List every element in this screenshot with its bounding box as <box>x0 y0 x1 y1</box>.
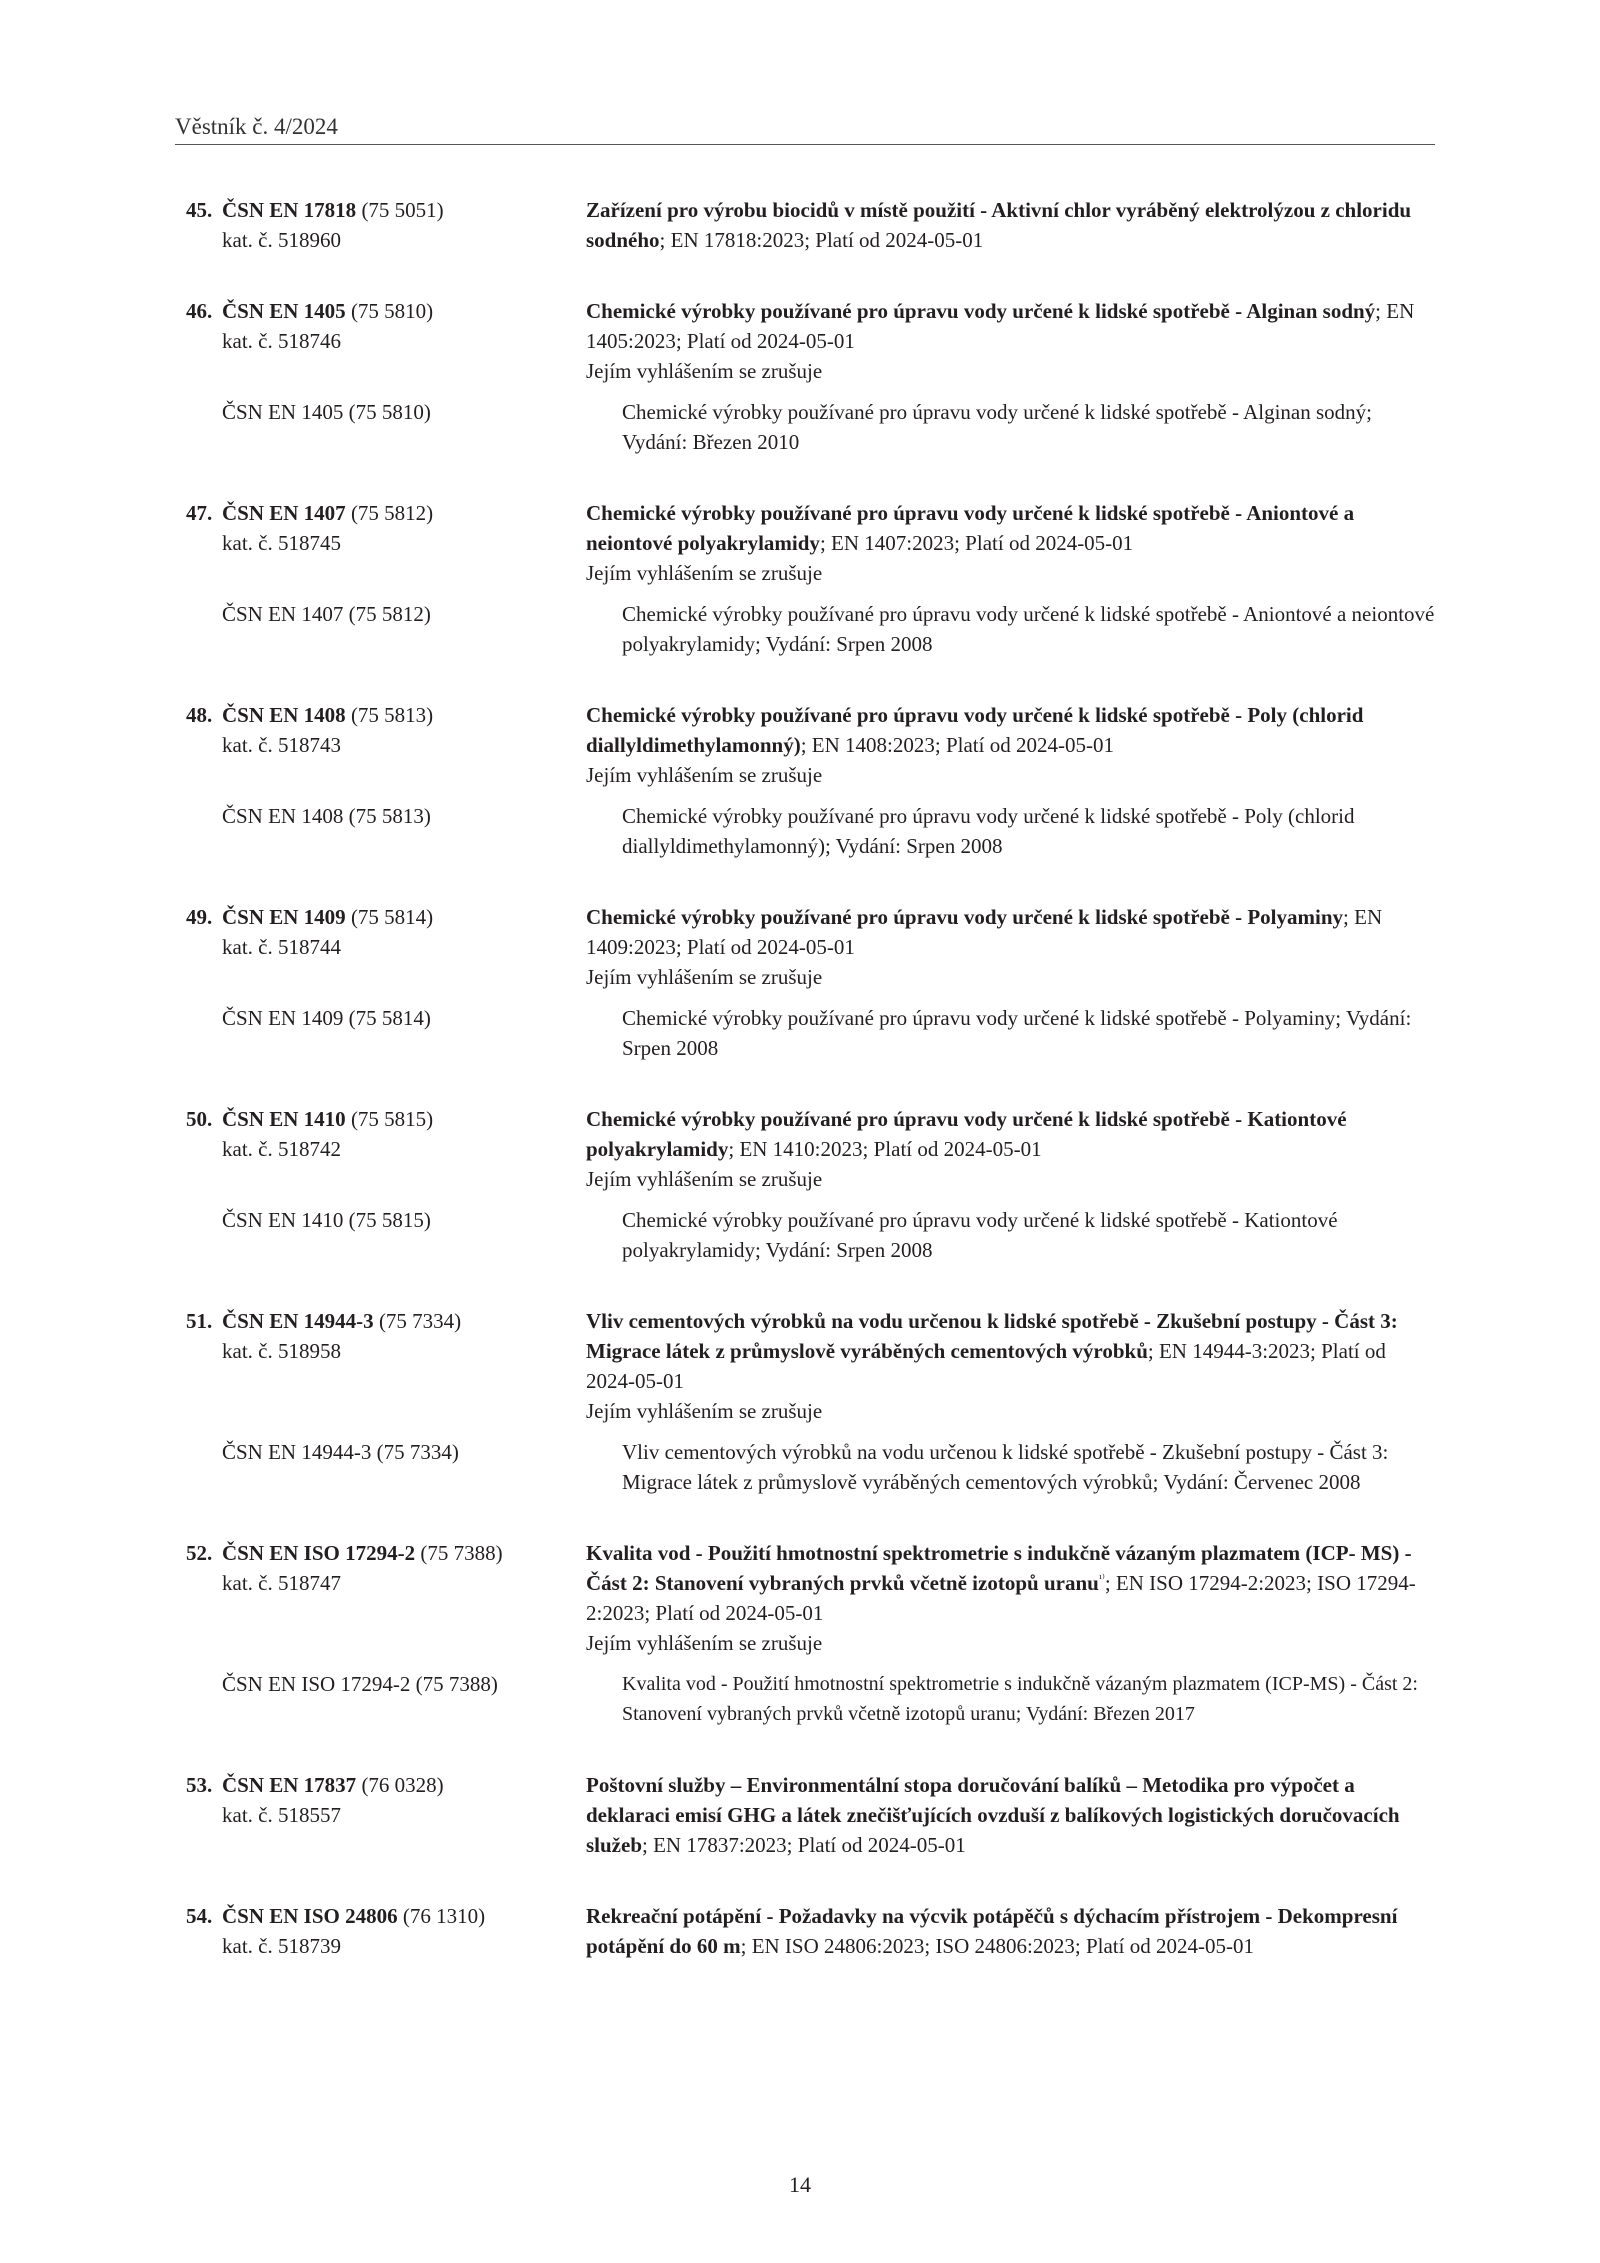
cancellation-note: Jejím vyhlášením se zrušuje <box>586 1399 823 1423</box>
classification-number: (75 7388) <box>415 1541 503 1565</box>
entry-identifier <box>186 296 586 386</box>
replaced-standard-code: ČSN EN 1410 (75 5815) <box>222 1208 431 1232</box>
standard-entry <box>186 1306 1436 1497</box>
entry-main-row <box>186 1901 1436 1961</box>
classification-number: (76 1310) <box>397 1904 486 1928</box>
entry-identifier <box>186 1770 586 1860</box>
replaced-standard-title: Kvalita vod - Použití hmotnostní spektrometrie s indukčně vázaným plazmatem (ICP-MS) - Část 2: Stanovení vybraných prvků včetně izotopů uranu; Vydání: Březen 2017 <box>622 1673 1418 1725</box>
page-header: Věstník č. 4/2024 <box>175 112 1435 145</box>
catalog-number: kat. č. 518747 <box>222 1571 341 1595</box>
classification-number: (76 0328) <box>356 1773 444 1797</box>
catalog-number: kat. č. 518744 <box>222 935 341 959</box>
classification-number: (75 5815) <box>345 1107 434 1131</box>
entry-description <box>586 700 1436 790</box>
catalog-number: kat. č. 518960 <box>222 228 341 252</box>
standard-code: ČSN EN 1405 <box>222 299 346 323</box>
entry-identifier <box>186 1306 586 1426</box>
classification-number: (75 5810) <box>345 299 434 323</box>
catalog-number: kat. č. 518745 <box>222 531 341 555</box>
replaced-standard-title: Chemické výrobky používané pro úpravu vody určené k lidské spotřebě - Poly (chlorid diallyldimethylamonný); Vydání: Srpen 2008 <box>622 804 1355 858</box>
cancellation-note: Jejím vyhlášením se zrušuje <box>586 965 823 989</box>
entry-number: 52. <box>186 1541 213 1565</box>
standard-title: Rekreační potápění - Požadavky na výcvik potápěčů s dýchacím přístrojem - Dekompresní potápění do 60 m <box>586 1904 1398 1958</box>
replaced-standard-row <box>186 1205 1436 1265</box>
entry-main-row <box>186 1306 1436 1426</box>
entry-number: 54. <box>186 1904 213 1928</box>
replaced-standard-row <box>186 397 1436 457</box>
entry-identifier <box>186 1901 586 1961</box>
standard-entry <box>186 296 1436 457</box>
standard-entry <box>186 1538 1436 1729</box>
standard-meta: ; EN 1408:2023; Platí od 2024-05-01 <box>800 733 1114 757</box>
entry-main-row <box>186 1770 1436 1860</box>
standards-list <box>186 195 1436 2002</box>
standard-meta: ; EN 1405:2023; Platí od 2024-05-01 <box>586 299 1415 353</box>
standard-code: ČSN EN 14944-3 <box>222 1309 374 1333</box>
standard-title: Vliv cementových výrobků na vodu určenou k lidské spotřebě - Zkušební postupy - Část 3: Migrace látek z průmyslově vyráběných cementových výrobků <box>586 1309 1398 1363</box>
standard-meta: ; EN ISO 24806:2023; ISO 24806:2023; Platí od 2024-05-01 <box>740 1934 1254 1958</box>
standard-entry <box>186 498 1436 659</box>
replaced-standard-title: Chemické výrobky používané pro úpravu vody určené k lidské spotřebě - Polyaminy; Vydání: Srpen 2008 <box>622 1006 1412 1060</box>
entry-number: 47. <box>186 501 213 525</box>
entry-number: 49. <box>186 905 213 929</box>
entry-description <box>586 1104 1436 1194</box>
replaced-standard-title: Chemické výrobky používané pro úpravu vody určené k lidské spotřebě - Aniontové a neiontové polyakrylamidy; Vydání: Srpen 2008 <box>622 602 1435 656</box>
standard-entry <box>186 902 1436 1063</box>
entry-main-row <box>186 498 1436 588</box>
standard-meta: ; EN 14944-3:2023; Platí od 2024-05-01 <box>586 1339 1386 1393</box>
standard-meta: ; EN 17818:2023; Platí od 2024-05-01 <box>659 228 984 252</box>
standard-meta: ; EN 1407:2023; Platí od 2024-05-01 <box>819 531 1134 555</box>
standard-code: ČSN EN ISO 17294-2 <box>222 1541 416 1565</box>
entry-description <box>586 498 1436 588</box>
standard-code: ČSN EN 1408 <box>222 703 346 727</box>
classification-number: (75 5813) <box>345 703 434 727</box>
replaced-standard-title: Vliv cementových výrobků na vodu určenou k lidské spotřebě - Zkušební postupy - Část 3: Migrace látek z průmyslově vyráběných cementových výrobků; Vydání: Červenec 2008 <box>622 1440 1389 1494</box>
entry-number: 45. <box>186 198 213 222</box>
entry-description <box>586 902 1436 992</box>
replaced-standard-code: ČSN EN 1409 (75 5814) <box>222 1006 431 1030</box>
entry-main-row <box>186 1538 1436 1658</box>
entry-description <box>586 1306 1436 1426</box>
standard-code: ČSN EN 17818 <box>222 198 357 222</box>
classification-number: (75 7334) <box>373 1309 462 1333</box>
replaced-standard-row <box>186 1003 1436 1063</box>
entry-description <box>586 1901 1436 1961</box>
standard-meta: ; EN 1409:2023; Platí od 2024-05-01 <box>586 905 1383 959</box>
entry-identifier <box>186 700 586 790</box>
entry-description <box>586 195 1436 255</box>
entry-identifier <box>186 1538 586 1658</box>
standard-title: Chemické výrobky používané pro úpravu vody určené k lidské spotřebě - Kationtové polyakrylamidy <box>586 1107 1347 1161</box>
entry-main-row <box>186 1104 1436 1194</box>
standard-entry <box>186 1770 1436 1860</box>
cancellation-note: Jejím vyhlášením se zrušuje <box>586 1631 823 1655</box>
entry-main-row <box>186 296 1436 386</box>
replaced-standard-code: ČSN EN 14944-3 (75 7334) <box>222 1440 459 1464</box>
replaced-standard-row <box>186 1669 1436 1729</box>
entry-description <box>586 296 1436 386</box>
replaced-standard-code: ČSN EN 1408 (75 5813) <box>222 804 431 828</box>
standard-entry <box>186 700 1436 861</box>
standard-title: Kvalita vod - Použití hmotnostní spektrometrie s indukčně vázaným plazmatem (ICP- MS) - Část 2: Stanovení vybraných prvků včetně izotopů uranu <box>586 1541 1412 1595</box>
replaced-standard-row <box>186 801 1436 861</box>
entry-number: 50. <box>186 1107 213 1131</box>
standard-code: ČSN EN 1407 <box>222 501 346 525</box>
standard-title: Chemické výrobky používané pro úpravu vody určené k lidské spotřebě - Polyaminy <box>586 905 1344 929</box>
entry-number: 51. <box>186 1309 213 1333</box>
replaced-standard-code: ČSN EN ISO 17294-2 (75 7388) <box>222 1672 498 1696</box>
entry-identifier <box>186 195 586 255</box>
catalog-number: kat. č. 518743 <box>222 733 341 757</box>
standard-meta: ; EN 17837:2023; Platí od 2024-05-01 <box>642 1833 966 1857</box>
entry-main-row <box>186 902 1436 992</box>
catalog-number: kat. č. 518746 <box>222 329 341 353</box>
entry-identifier <box>186 498 586 588</box>
classification-number: (75 5814) <box>345 905 434 929</box>
entry-identifier <box>186 1104 586 1194</box>
cancellation-note: Jejím vyhlášením se zrušuje <box>586 763 823 787</box>
classification-number: (75 5812) <box>345 501 434 525</box>
entry-number: 53. <box>186 1773 213 1797</box>
entry-number: 46. <box>186 299 213 323</box>
replaced-standard-code: ČSN EN 1405 (75 5810) <box>222 400 431 424</box>
page-number: 14 <box>789 2172 811 2197</box>
standard-title: Poštovní služby – Environmentální stopa doručování balíků – Metodika pro výpočet a deklaraci emisí GHG a látek znečišťujících ovzduší z balíkových logistických doručovacích služeb <box>586 1773 1400 1857</box>
replaced-standard-row <box>186 599 1436 659</box>
standard-entry <box>186 1901 1436 1961</box>
standard-entry <box>186 1104 1436 1265</box>
entry-main-row <box>186 700 1436 790</box>
standard-code: ČSN EN 1409 <box>222 905 346 929</box>
entry-description <box>586 1538 1436 1658</box>
catalog-number: kat. č. 518742 <box>222 1137 341 1161</box>
catalog-number: kat. č. 518739 <box>222 1934 341 1958</box>
footnote-marker: ¹⁾ <box>1098 1573 1105 1585</box>
entry-description <box>586 1770 1436 1860</box>
standard-code: ČSN EN 17837 <box>222 1773 357 1797</box>
standard-title: Zařízení pro výrobu biocidů v místě použití - Aktivní chlor vyráběný elektrolýzou z chloridu sodného <box>586 198 1412 252</box>
replaced-standard-title: Chemické výrobky používané pro úpravu vody určené k lidské spotřebě - Alginan sodný; Vydání: Březen 2010 <box>622 400 1372 454</box>
cancellation-note: Jejím vyhlášením se zrušuje <box>586 1167 823 1191</box>
replaced-standard-code: ČSN EN 1407 (75 5812) <box>222 602 431 626</box>
standard-title: Chemické výrobky používané pro úpravu vody určené k lidské spotřebě - Aniontové a neiontové polyakrylamidy <box>586 501 1355 555</box>
replaced-standard-title: Chemické výrobky používané pro úpravu vody určené k lidské spotřebě - Kationtové polyakrylamidy; Vydání: Srpen 2008 <box>622 1208 1338 1262</box>
catalog-number: kat. č. 518557 <box>222 1803 341 1827</box>
classification-number: (75 5051) <box>356 198 444 222</box>
standard-entry <box>186 195 1436 255</box>
entry-main-row <box>186 195 1436 255</box>
standard-meta: ; EN 1410:2023; Platí od 2024-05-01 <box>728 1137 1042 1161</box>
standard-title: Chemické výrobky používané pro úpravu vody určené k lidské spotřebě - Poly (chlorid diallyldimethylamonný) <box>586 703 1364 757</box>
catalog-number: kat. č. 518958 <box>222 1339 341 1363</box>
standard-title: Chemické výrobky používané pro úpravu vody určené k lidské spotřebě - Alginan sodný <box>586 299 1376 323</box>
cancellation-note: Jejím vyhlášením se zrušuje <box>586 561 823 585</box>
entry-number: 48. <box>186 703 213 727</box>
replaced-standard-row <box>186 1437 1436 1497</box>
standard-meta: ; EN ISO 17294-2:2023; ISO 17294-2:2023; Platí od 2024-05-01 <box>586 1571 1416 1625</box>
cancellation-note: Jejím vyhlášením se zrušuje <box>586 359 823 383</box>
entry-identifier <box>186 902 586 992</box>
standard-code: ČSN EN 1410 <box>222 1107 346 1131</box>
standard-code: ČSN EN ISO 24806 <box>222 1904 398 1928</box>
